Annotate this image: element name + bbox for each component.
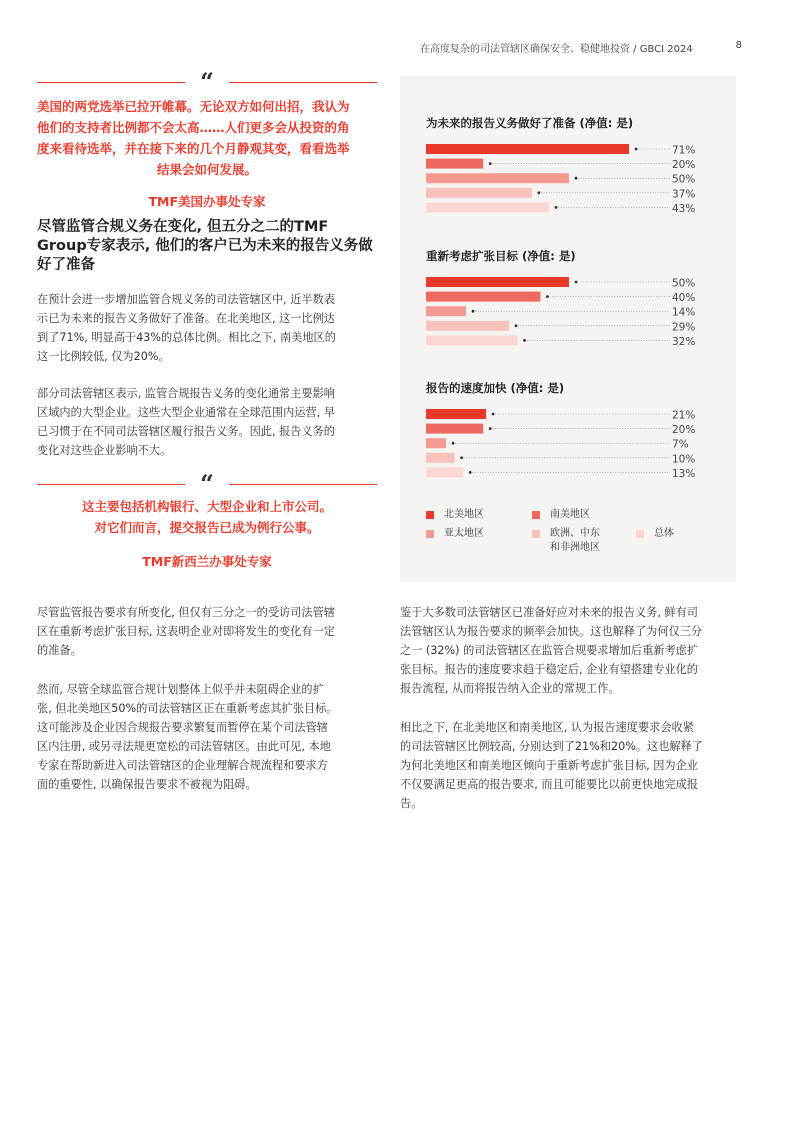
page-number: 8 [735,40,742,51]
bar-leader-dot [575,281,578,284]
bar-value-label: 21% [672,409,696,422]
body-paragraph-3 [37,603,382,660]
bar-leader-dot [555,206,558,209]
bar-2 [426,292,540,302]
bar-4 [426,321,509,331]
bar-value-label: 14% [672,306,696,319]
bar-5 [426,335,518,345]
heading-line: 尽管监管合规义务在变化, 但五分之二的TMF [37,219,329,235]
bar-leader-dot [515,324,518,327]
legend-label: 南美地区 [550,509,590,520]
body-paragraph-1 [37,290,382,366]
legend-swatch [426,530,434,538]
bar-value-label: 10% [672,453,696,466]
bar-leader-dot [635,148,638,151]
pull-quote-1 [37,96,377,180]
body-paragraph-2 [37,384,382,460]
para-line: 法管辖区认为报告要求的频率会加快。这也解释了为何仅三分 [400,625,703,638]
legend-swatch [532,530,540,538]
para-line: 示已为未来的报告义务做好了准备。在北美地区, 这一比例达 [37,312,335,325]
para-line: 鉴于大多数司法管辖区已准备好应对未来的报告义务, 鲜有司 [400,606,698,619]
bar-5 [426,202,549,212]
quote-line: 他们的支持者比例都不会太高……人们更多会从投资的角 [37,120,350,135]
header-title: 在高度复杂的司法管辖区确保安全、稳健地投资 / GBCI 2024 [420,44,693,55]
bar-leader-dot [489,162,492,165]
bar-value-label: 50% [672,277,696,290]
heading-line: 好了准备 [37,257,95,273]
para-line: 为何北美地区和南美地区倾向于重新考虑扩张目标, 因为企业 [400,759,698,772]
quote-line: 对它们而言，提交报告已成为例行公事。 [94,520,320,535]
pull-quote-2 [37,496,377,538]
quote-mark-icon: “ [200,469,214,498]
chart-title-3: 报告的速度加快 (净值: 是) [426,381,565,395]
legend-label [550,527,600,555]
para-line: 之一 (32%) 的司法管辖区在监管合规要求增加后重新考虑扩 [400,644,699,657]
bar-leader-dot [472,310,475,313]
chart-title-2: 重新考虑扩张目标 (净值: 是) [426,249,576,263]
bar-4 [426,453,455,463]
bar-leader-dot [523,339,526,342]
bar-2 [426,424,483,434]
para-line: 到了71%, 明显高于43%的总体比例。相比之下, 南美地区的 [37,331,336,344]
para-line: 在预计会进一步增加监管合规义务的司法管辖区中, 近半数表 [37,293,335,306]
legend-swatch [532,511,540,519]
quote-line: 美国的两党选举已拉开帷幕。无论双方如何出招，我认为 [37,99,350,114]
legend-swatch [426,511,434,519]
quote-line: 度来看待选举，并在接下来的几个月静观其变，看看选举 [37,141,350,156]
bar-leader-dot [452,442,455,445]
bar-3 [426,306,466,316]
para-line: 报告流程, 从而将报告纳入企业的常规工作。 [400,682,620,695]
bar-1 [426,144,629,154]
body-paragraph-5 [400,603,745,698]
heading-line: Group专家表示, 他们的客户已为未来的报告义务做 [37,238,373,254]
bar-1 [426,409,486,419]
chart-panel [400,76,736,582]
bar-5 [426,467,463,477]
legend-label: 总体 [654,528,674,539]
legend-label-line: 和非洲地区 [550,542,600,553]
para-line: 这一比例较低, 仅为20%。 [37,350,170,363]
bar-chart-prepared [400,142,736,224]
para-line: 区内注册, 或另寻法规更宽松的司法管辖区。由此可见, 本地 [37,740,331,753]
chart-title-1: 为未来的报告义务做好了准备 (净值: 是) [426,116,634,130]
bar-value-label: 32% [672,335,696,348]
bar-leader-dot [469,471,472,474]
quote-divider-left [37,484,185,485]
para-line: 张目标。报告的速度要求趋于稳定后, 企业有望搭建专业化的 [400,663,698,676]
quote-divider-right [229,484,377,485]
para-line: 告。 [400,797,423,810]
page-header [420,40,760,54]
para-line: 变化对这些企业影响不大。 [37,444,172,457]
body-paragraph-4 [37,680,382,794]
quote-attribution-2: TMF新西兰办事处专家 [142,554,272,569]
legend-label: 北美地区 [444,509,484,520]
quote-divider-left [37,82,185,83]
para-line: 区在重新考虑扩张目标, 这表明企业对即将发生的变化有一定 [37,625,335,638]
bar-leader-dot [492,413,495,416]
bar-leader-dot [537,191,540,194]
bar-1 [426,277,569,287]
bar-4 [426,188,532,198]
para-line: 这可能涉及企业因合规报告要求繁复而暂停在某个司法管辖 [37,721,328,734]
bar-3 [426,173,569,183]
para-line: 专家在帮助新进入司法管辖区的企业理解合规流程和要求方 [37,759,328,772]
bar-leader-dot [546,295,549,298]
legend-label: 亚太地区 [444,528,484,539]
para-line: 然而, 尽管全球监管合规计划整体上似乎并未阻碍企业的扩 [37,683,324,696]
bar-value-label: 71% [672,144,696,157]
body-paragraph-6 [400,718,745,813]
legend-label-line: 欧洲、中东 [550,528,600,539]
bar-chart-expansion [400,275,736,357]
para-line: 面的重要性, 以确保报告要求不被视为阻碍。 [37,778,257,791]
para-line: 区域内的大型企业。这些大型企业通常在全球范围内运营, 早 [37,406,335,419]
quote-line: 结果会如何发展。 [156,162,257,177]
bar-2 [426,159,483,169]
para-line: 的准备。 [37,644,82,657]
bar-value-label: 13% [672,467,696,480]
legend-swatch [636,530,644,538]
bar-value-label: 29% [672,321,696,334]
para-line: 已习惯于在不同司法管辖区履行报告义务。因此, 报告义务的 [37,425,335,438]
para-line: 相比之下, 在北美地区和南美地区, 认为报告速度要求会收紧 [400,721,694,734]
para-line: 尽管监管报告要求有所变化, 但仅有三分之一的受访司法管辖 [37,606,335,619]
bar-value-label: 20% [672,159,696,172]
bar-value-label: 7% [672,438,689,451]
quote-attribution-1: TMF美国办事处专家 [148,194,266,209]
bar-value-label: 43% [672,202,696,215]
para-line: 部分司法管辖区表示, 监管合规报告义务的变化通常主要影响 [37,387,335,400]
bar-value-label: 20% [672,424,696,437]
bar-leader-dot [489,427,492,430]
quote-divider-right [229,82,377,83]
bar-chart-speed [400,407,736,489]
bar-value-label: 37% [672,188,696,201]
bar-leader-dot [460,456,463,459]
quote-mark-icon: “ [200,67,214,96]
para-line: 不仅要满足更高的报告要求, 而且可能要比以前更快地完成报 [400,778,698,791]
para-line: 张, 但北美地区50%的司法管辖区正在重新考虑其扩张目标。 [37,702,338,715]
bar-value-label: 40% [672,292,696,305]
section-heading [37,218,382,275]
bar-3 [426,438,446,448]
quote-line: 这主要包括机构银行、大型企业和上市公司。 [81,499,332,514]
bar-value-label: 50% [672,173,696,186]
bar-leader-dot [575,177,578,180]
para-line: 的司法管辖区比例较高, 分别达到了21%和20%。这也解释了 [400,740,703,753]
